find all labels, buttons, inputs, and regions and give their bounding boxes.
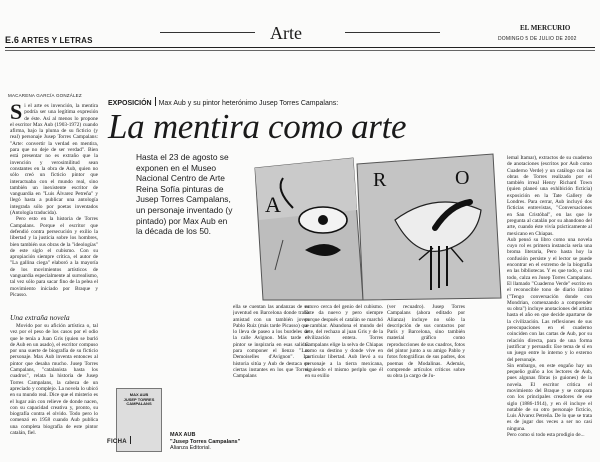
card-left [255,158,363,300]
body-column-6 [387,304,465,452]
article-deck: Hasta el 23 de agosto se exponen en el Museo Nacional Centro de Arte Reina Sofía pinturas de Jusep Torres Campalans, un personaje inventado (y pintado) por Max Aub en la década de los 50. [136,152,233,237]
body-column-1 [10,103,98,311]
kicker-separator [155,97,156,106]
book-title: "Jusep Torres Campalans" [170,438,241,445]
drop-cap: S [10,103,23,124]
card-letter: A [265,192,281,217]
header-divider-thin [5,50,595,51]
ficha-label-box [107,436,131,445]
page-number: E.6 [5,35,20,45]
card-letter: O [455,167,470,189]
headline: La mentira como arte [108,107,407,146]
kicker-label: EXPOSICIÓN [108,100,152,107]
byline: MACARENA GARCÍA GONZÁLEZ [8,93,82,98]
book-info [170,432,240,452]
paragraph: Pero como si todo esta prodigio de... [507,432,585,439]
kicker-text: Max Aub y su pintor heterónimo Jusep Torres Campalans: [158,100,339,107]
newspaper-name: EL MERCURIO [520,24,571,32]
body-column-7 [507,155,592,455]
header-ornament-left [160,32,255,33]
ficha-label: FICHA [107,439,127,445]
ficha-separator [130,436,131,444]
paragraph: Movido por su afición artística o, tal vez por el peso de los casos por el odio que le tenía a Juan Gris (quien se burló de Aub en un asado), el escritor compuso por una suerte de biografía de su ficticio personaje. Max Aub inventa entonces al pintor que desaba mucho. Jusep Torres Campalans, "catalanista hasta los cuadros", relata la historia de Jusep Torres Campalans, la cabeza de un apreciado y complejo. La novela lo ubicó en su mundo real. Dice que el misterio es el lugar aún con relieve de donde nacen, con su capacidad creativa y, pronto, su biografía contra el olvido. Todo pero lo comenzó en 1958 cuando Aub publica una completa biografía de este pintor catalán, fiel. [10,323,98,437]
page-section-label [5,35,93,45]
book-publisher: Alianza Editorial. [170,445,211,451]
painting-image [245,150,507,302]
issue-date: DOMINGO 5 DE JULIO DE 2002 [498,36,577,42]
kicker [108,97,338,107]
header-ornament-right [345,32,440,33]
paragraph: ella se cuentan las andanzas de su juventud en Barcelona donde traba amistad con un también joven Pablo Ruiz (más tarde Picasso) que lo lleva de paseo a los burdeles de la calle Avignon. Más tarde el pintor se inspiraría en esas salidas para componer el lienzo "Las Demoiselles d'Avignon". La historia sitúa y Aub de destaca en ciertas instantes en los que Torres Campalans [233,304,309,380]
paragraph: lemal Itamar), extractos de su cuaderno de anotaciones (escritos por Aub como Cuaderno Verde) y un catálogo con las obras de Torres realizado por el también irreal Henry Richard Town (quien planeó una exhibición ficticia) exposición en la Tate Gallery de Londres. Para cerrar, Aub incluyó dos ficticias entrevistas, "Conversaciones en San Cristóbal", en las que le pregunta al catalán por su abandono del arte, cuando éste vivía prácticamente al mexicano en Chiapas. [507,155,592,237]
paragraph: Sin embargo, en este engaño hay un pequeño guiño a los lectores de Aub, pues algunas fibras (o guiones) de la novela. El escritor critica el movimiento del Braque y se compara con los principales creadores de ese siglo (1886-1914), y en él incluye el notable de su otro personaje ficticio, Luis Álvarez Petreña. De lo que se trata es de jugar dos veces a ser no casi ninguna. [507,362,592,432]
card-letter: R [373,169,387,191]
paragraph: Pero esto en la historia de Torres Campalans. Porque el escritor que defendió contra persecución y exilio la libertad y la justicia sobre los hombres, bien también sus obras de la "ideologías" de este siglo el cubismo. Con su apropiación siempre crítica, el autor de "La gallina ciega" elaboró a la mayoría de los movimientos artísticos de vanguardia especialmente al surrealismo, tal vez sólo para sacar fino de la pelea el movimiento iniciado por Braque y Picasso. [10,216,98,298]
book-cover-title: MAX AUB JUSEP TORRES CAMPALANS [123,392,155,407]
painting-illustration [245,150,507,302]
paragraph: estuvo cerca del genio del cubismo. Este da nuevo y pero siempre porque después el catalán se marchó a cambiar. Abandona el mundo del arte, del rechazo al juan Gris y de la civilización entera. Torres Campalans elige la selva de Chiapas como su destino y donde vive en particular libertad. Aub llevó a su personaje a la tierra mexicana, siguiendo el mismo periplo que él en su exilio [305,304,383,380]
paragraph: Aub pensó su libro como una novela cuyo rol es primera instancia sería una broma literaria, Pero hasta hoy la confusión persiste y el lector se puede encontrar en el extremo de la biografía en las bibliotecas. Y es que todo, o casi todo, calza en Jusep Torres Campalans. El llamado "Cuaderno Verde" escrito en el reconocible tono de diario íntimo ("Tengo conversación donde con Mondrian, comenzando a comprender su obra") incluye anotaciones del artista hasta el año en que decide apartarse de la civilización. Las reflexiones de sus preocupaciones en el cuaderno coinciden con las cartas de Aub, por su relación directa, para de una forma justificar y persuadir. Ese tema de sí en un juego entre lo interno y lo externo del personaje. [507,236,592,363]
body-column-1-continued [10,323,98,453]
paragraph: i el arte es invención, la mentira podría ser una legítima expresión de éste. Así al menos lo propone el escritor Max Aub (1903-1972) cuando afirma, bajo la pluma de su ficticio (y real) personaje Jusep Torres Campalans: "Arte: convertir la verdad en mentira, para que no deje de ser verdad". Bien está presentar no es extraño que la invención y verosimilitud sean constantes en la obra de Aub, quien no sólo creó un ficticio pintor que interactuaba con el mundo real, sino también un inexistente escritor de vanguardia en "Luis Álvarez Petreña" y llegó hasta a publicar una antología integrada sólo por poetas inventados (Antología traducida). [10,103,98,217]
body-column-4 [233,304,309,452]
body-column-5 [305,304,383,452]
subhead: Una extraña novela [10,313,70,322]
book-author: MAX AUB [170,432,196,438]
section-name: ARTES Y LETRAS [21,36,93,45]
card-right [357,154,501,300]
header-divider [5,47,595,48]
paragraph: (ver recuadro). Jusep Torres Campalans (ahora editado por Alianza) incluye no sólo la descripción de sus contactos por París y Barcelona, sino también material gráfico como reproducciones de sus cuadros, fotos del pintor junto a su amigo Pablo y fotos fotográficas de sus padres, dos poemas de Modalinas. Además, comprende artículos críticos sobre su obra (a cargo de Ju- [387,304,465,380]
section-topic: Arte [270,23,302,43]
